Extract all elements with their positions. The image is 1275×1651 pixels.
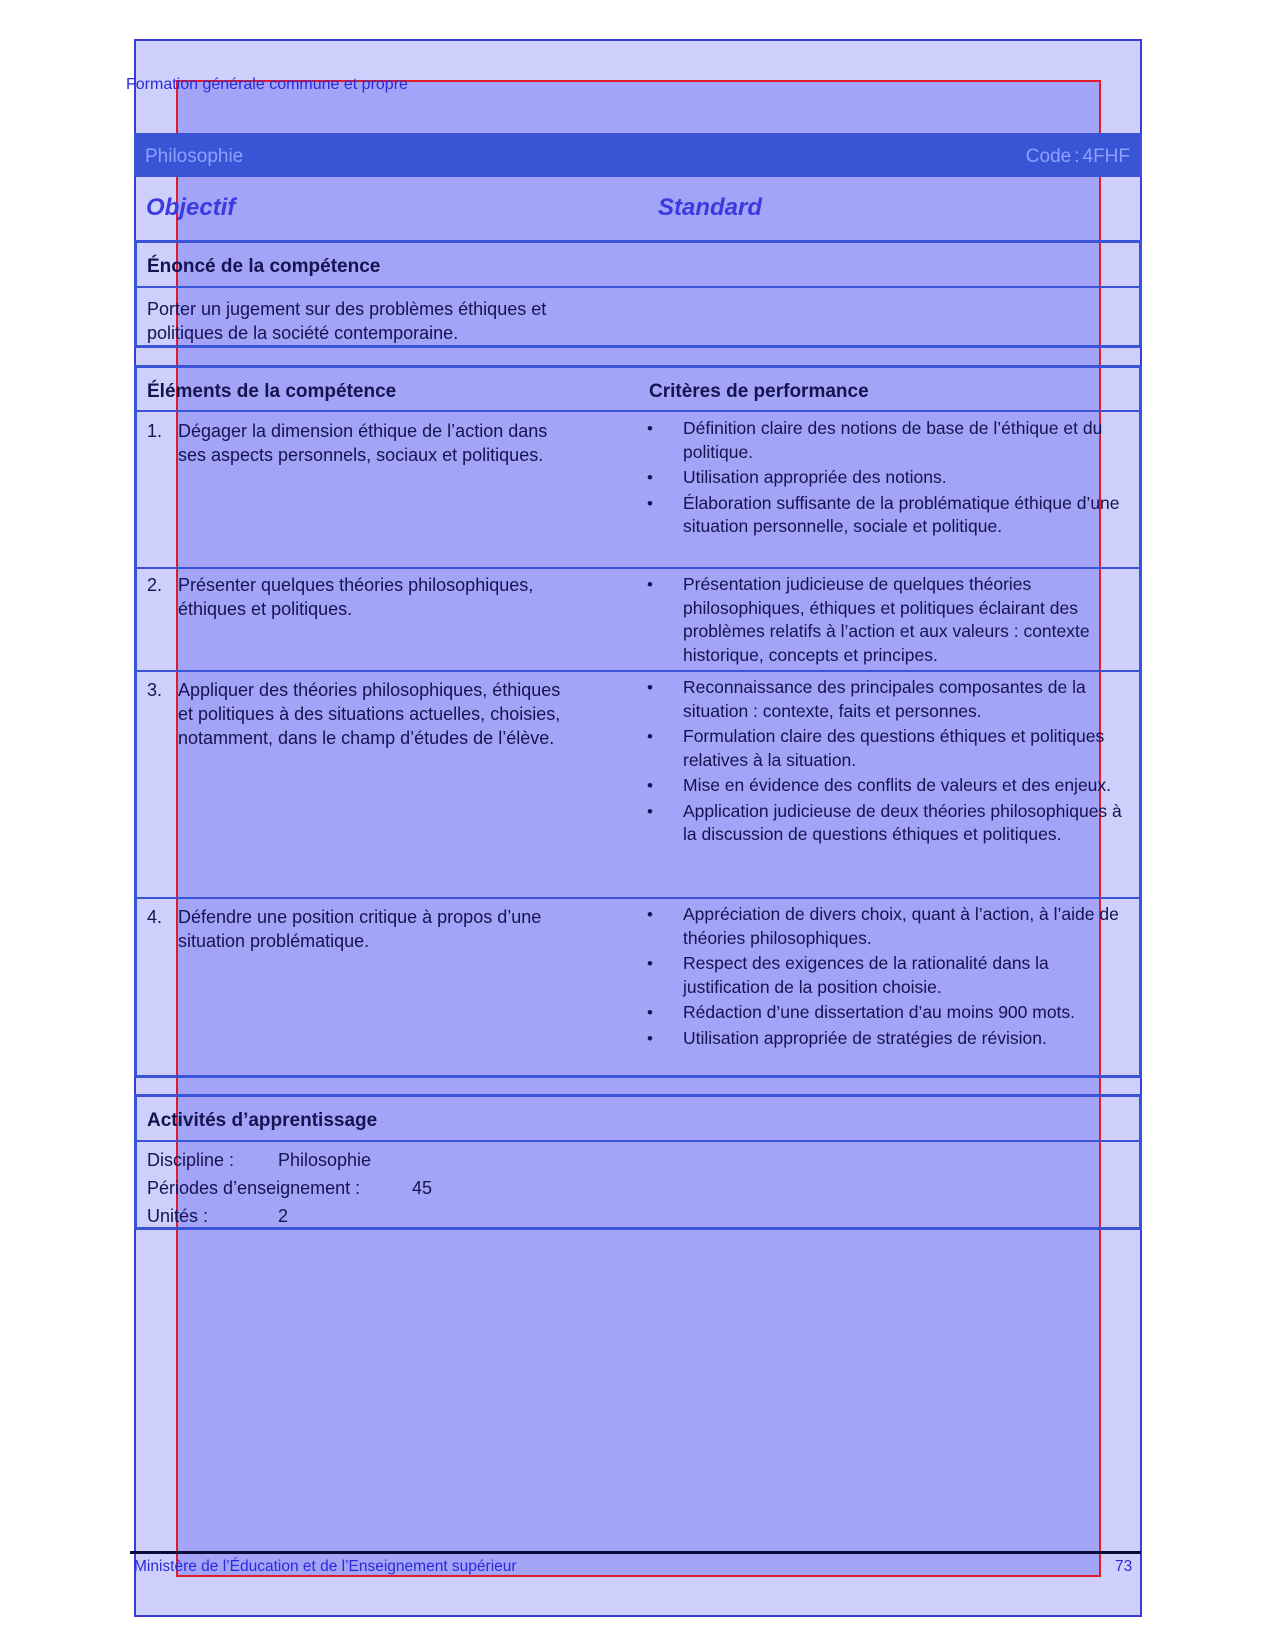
element-line: Dégager la dimension éthique de l’action dans — [178, 421, 548, 441]
activities-section — [134, 1094, 1142, 1230]
footer-rule — [130, 1551, 1141, 1554]
page-number: 73 — [1115, 1558, 1133, 1575]
units-row — [147, 1206, 289, 1227]
elements-title: Éléments de la compétence — [147, 381, 397, 402]
statement-title: Énoncé de la compétence — [147, 256, 381, 277]
statement-line: Porter un jugement sur des problèmes éthiques et — [147, 299, 547, 319]
course-banner — [134, 133, 1142, 177]
criteria-list-4 — [647, 903, 1125, 1052]
criterion-item: • Respect des exigences de la rationalité dans la justification de la position choisie. — [647, 952, 1125, 999]
element-line: Appliquer des théories philosophiques, éthiques — [178, 680, 561, 700]
discipline-row — [147, 1150, 372, 1171]
element-line: et politiques à des situations actuelles, choisies, — [178, 704, 561, 724]
activities-title: Activités d’apprentissage — [147, 1110, 378, 1131]
criterion-item: • Appréciation de divers choix, quant à l’action, à l’aide de théories philosophiques. — [647, 903, 1125, 950]
divider — [137, 1140, 1139, 1142]
course-title: Philosophie — [145, 146, 244, 167]
standard-heading: Standard — [658, 194, 763, 221]
row-divider — [137, 567, 1139, 569]
criterion-item: • Présentation judicieuse de quelques théories philosophiques, éthiques et politiques éclairant des problèmes relatifs à l’action et aux valeurs : contexte historique, concepts et principes. — [647, 573, 1125, 667]
competency-element-4 — [147, 905, 637, 953]
code-value: 4FHF — [1082, 146, 1130, 167]
element-line: Défendre une position critique à propos d’une — [178, 907, 542, 927]
criterion-item: • Définition claire des notions de base de l’éthique et du politique. — [647, 417, 1125, 464]
running-head: Formation générale commune et propre — [126, 76, 408, 93]
criterion-item: • Rédaction d’une dissertation d’au moins 900 mots. — [647, 1001, 1125, 1025]
criteria-title: Critères de performance — [649, 381, 869, 402]
element-line: Présenter quelques théories philosophiques, — [178, 575, 534, 595]
competency-element-1 — [147, 419, 637, 467]
element-number: 1. — [147, 421, 163, 441]
statement-section — [134, 240, 1142, 348]
competency-element-3 — [147, 678, 637, 750]
criterion-item: • Formulation claire des questions éthiques et politiques relatives à la situation. — [647, 725, 1125, 772]
criterion-item: • Application judicieuse de deux théories philosophiques à la discussion de questions éthiques et politiques. — [647, 800, 1125, 847]
criteria-list-3 — [647, 676, 1125, 849]
criterion-item: • Utilisation appropriée de stratégies de révision. — [647, 1027, 1125, 1051]
criterion-item: • Utilisation appropriée des notions. — [647, 466, 1125, 490]
competency-element-2 — [147, 573, 637, 621]
criterion-item: • Reconnaissance des principales composantes de la situation : contexte, faits et personnes. — [647, 676, 1125, 723]
row-divider — [137, 897, 1139, 899]
statement-text — [147, 297, 546, 345]
criteria-list-2 — [647, 573, 1125, 669]
periods-value: 45 — [412, 1178, 433, 1198]
element-number: 2. — [147, 575, 163, 595]
periods-row — [147, 1178, 433, 1199]
units-value: 2 — [278, 1206, 289, 1226]
element-line: ses aspects personnels, sociaux et politiques. — [178, 445, 544, 465]
criterion-item: • Élaboration suffisante de la problématique éthique d’une situation personnelle, sociale et politique. — [647, 492, 1125, 539]
course-code — [1026, 146, 1130, 168]
footer-ministry: Ministère de l’Éducation et de l’Enseignement supérieur — [134, 1558, 517, 1575]
elements-section — [134, 365, 1142, 1078]
discipline-value: Philosophie — [278, 1150, 372, 1170]
code-label: Code — [1025, 146, 1072, 167]
criteria-list-1 — [647, 417, 1125, 541]
divider — [137, 410, 1139, 412]
criterion-item: • Mise en évidence des conflits de valeurs et des enjeux. — [647, 774, 1125, 798]
code-separator: : — [1074, 146, 1080, 167]
element-line: notamment, dans le champ d’études de l’élève. — [178, 728, 555, 748]
row-divider — [137, 670, 1139, 672]
divider — [137, 286, 1139, 288]
element-number: 4. — [147, 907, 163, 927]
objective-heading: Objectif — [146, 194, 236, 221]
discipline-label: Discipline : — [147, 1150, 235, 1170]
units-label: Unités : — [147, 1206, 209, 1226]
periods-label: Périodes d’enseignement : — [147, 1178, 361, 1198]
element-number: 3. — [147, 680, 163, 700]
element-line: éthiques et politiques. — [178, 599, 353, 619]
element-line: situation problématique. — [178, 931, 370, 951]
statement-line: politiques de la société contemporaine. — [147, 323, 459, 343]
